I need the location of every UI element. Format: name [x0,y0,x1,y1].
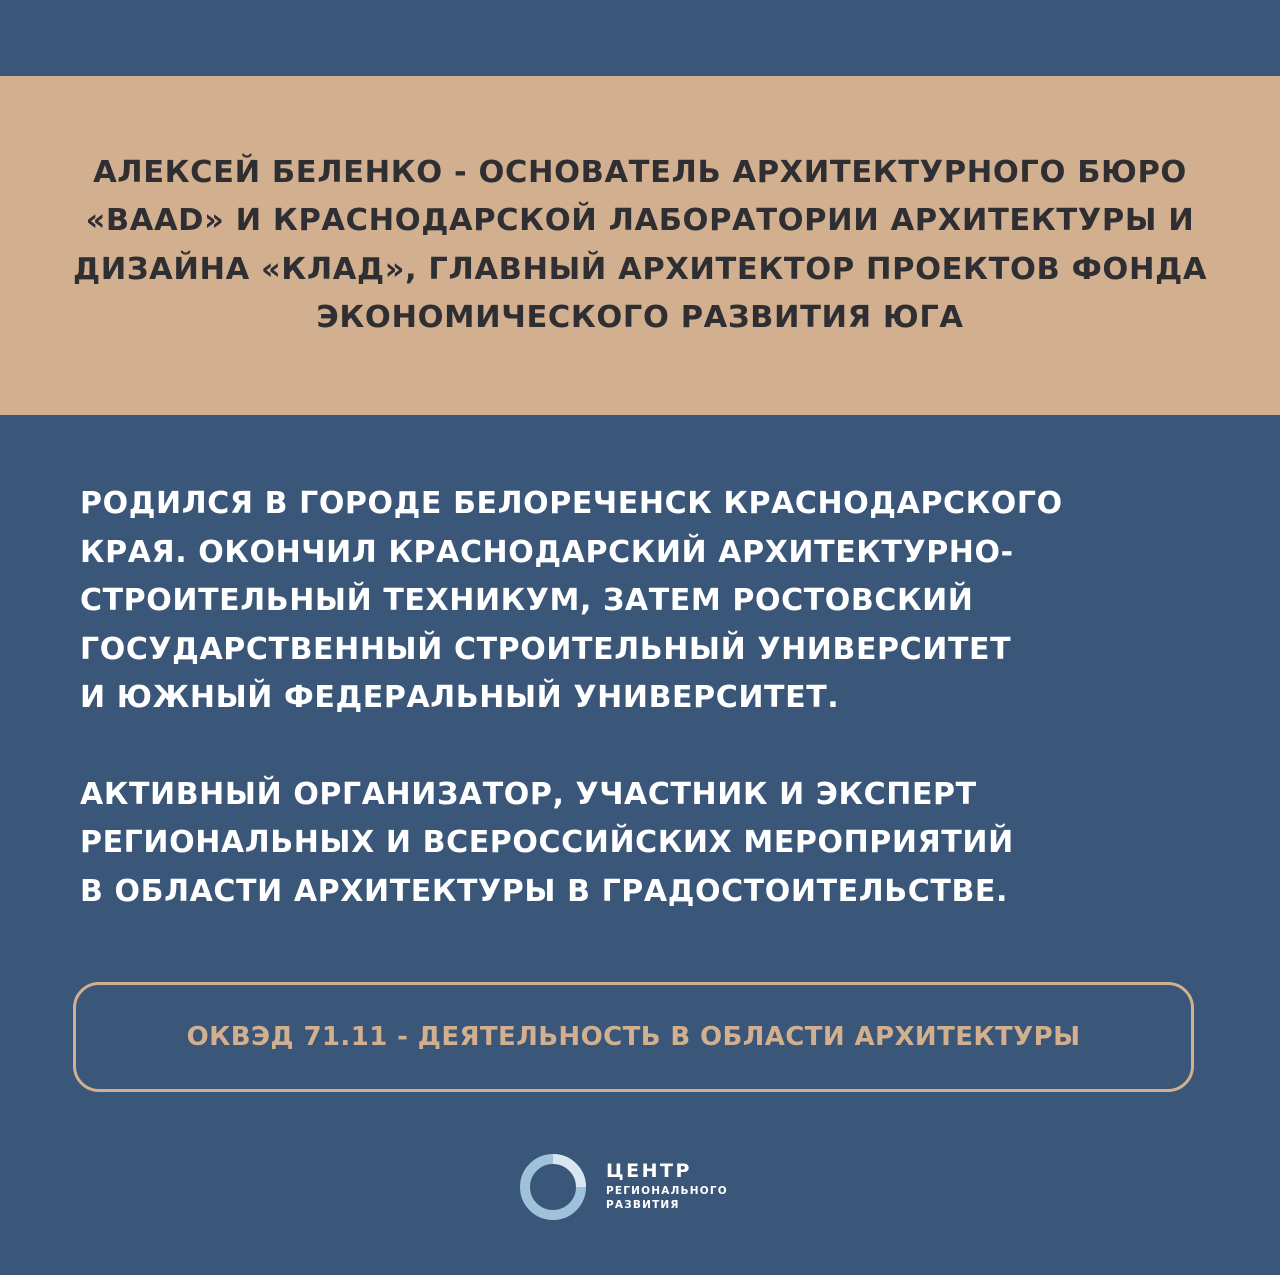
okved-box [73,982,1194,1092]
logo [518,1152,728,1222]
logo-text [606,1162,728,1212]
logo-subtitle-line2: РАЗВИТИЯ [606,1199,680,1211]
logo-title: ЦЕНТР [606,1160,692,1182]
okved-label: ОКВЭД 71.11 - ДЕЯТЕЛЬНОСТЬ В ОБЛАСТИ АРХИТЕКТУРЫ [186,1022,1081,1052]
header-band [0,76,1280,415]
header-title: АЛЕКСЕЙ БЕЛЕНКО - ОСНОВАТЕЛЬ АРХИТЕКТУРНОГО БЮРО «BAAD» И КРАСНОДАРСКОЙ ЛАБОРАТОРИИ АРХИТЕКТУРЫ И ДИЗАЙНА «КЛАД», ГЛАВНЫЙ АРХИТЕКТОР ПРОЕКТОВ ФОНДА ЭКОНОМИЧЕСКОГО РАЗВИТИЯ ЮГА [72,154,1208,335]
bio-section [80,480,1240,916]
bio-paragraph-education: РОДИЛСЯ В ГОРОДЕ БЕЛОРЕЧЕНСК КРАСНОДАРСКОГО КРАЯ. ОКОНЧИЛ КРАСНОДАРСКИЙ АРХИТЕКТУРНО- СТРОИТЕЛЬНЫЙ ТЕХНИКУМ, ЗАТЕМ РОСТОВСКИЙ ГОСУДАРСТВЕННЫЙ СТРОИТЕЛЬНЫЙ УНИВЕРСИТЕТ И ЮЖНЫЙ ФЕДЕРАЛЬНЫЙ УНИВЕРСИТЕТ. [80,486,1063,715]
ring-logo-icon [518,1152,588,1222]
bio-paragraph-activity: АКТИВНЫЙ ОРГАНИЗАТОР, УЧАСТНИК И ЭКСПЕРТ РЕГИОНАЛЬНЫХ И ВСЕРОССИЙСКИХ МЕРОПРИЯТИЙ В ОБЛАСТИ АРХИТЕКТУРЫ В ГРАДОСТОИТЕЛЬСТВЕ. [80,776,1014,909]
logo-subtitle-line1: РЕГИОНАЛЬНОГО [606,1185,728,1197]
